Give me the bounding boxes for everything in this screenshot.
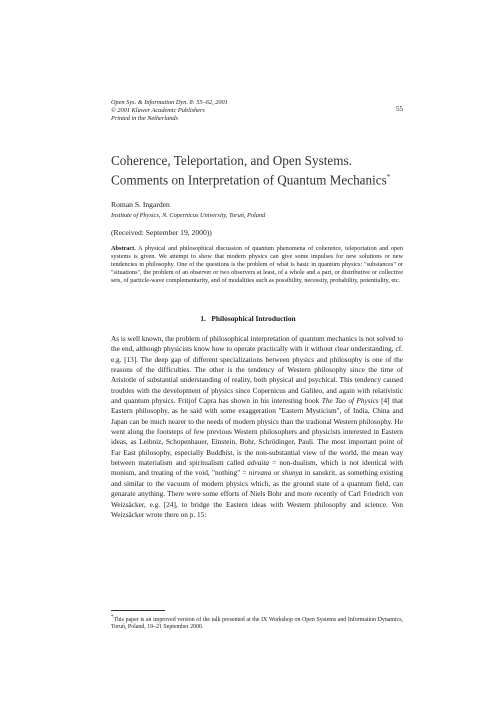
footnote-rule — [111, 610, 165, 611]
footnote — [111, 614, 403, 632]
printed-line: Printed in the Netherlands — [111, 115, 178, 122]
paper-title — [111, 152, 411, 188]
abstract — [111, 245, 403, 285]
abstract-text: A physical and philosophical discussion of quantum phenomena of coherence, teleportation and open systems is given. We attempt to show that modern physics can give some impulses for new solutions or new tendencies in philosophy. One of the questions is the problem of what is basic in quantum physics: "substances" or "situations", the problem of an observer or two observers at least, of a whole and a part, or distributive or collective sets, of particle-wave complementarity, and of modalities such as possibility, necessity, probability, potentiality, etc. — [111, 245, 404, 284]
term-advaita: advaita — [247, 459, 269, 468]
body-text-1: As is well known, the problem of philosophical interpretation of quantum mechanics is not solved to the end, although physicists know how to operate practically with it without clear understanding, cf. e.g. [13]. The deep gap of different specializations between physics and philosophy is one of the reasons of the difficulties. The other is the tendency of Western philosophy since the time of Aristotle of substantial understanding of reality, both physical and psychical. This tendency caused troubles with the development of physics since Copernicus and Galileo, and again with relativistic and quantum physics. Fritjof Capra has shown in his interesting book — [111, 335, 403, 406]
footnote-text: This paper is an improved version of the talk presented at the IX Workshop on Open Systems and Information Dynamics, Toruń, Poland, 19–21 September 2000. — [111, 616, 403, 631]
page-number: 55 — [396, 105, 403, 113]
body-text-4: or — [271, 469, 282, 478]
footnote-marker: * — [111, 615, 114, 620]
title-line-1: Coherence, Teleportation, and Open Systems. — [111, 153, 352, 168]
journal-header — [111, 99, 228, 123]
book-title: The Tao of Physics — [321, 397, 379, 406]
author-name: Roman S. Ingarden — [111, 200, 170, 209]
term-nirvana: nirvana — [248, 469, 272, 478]
author-affiliation: Institute of Physics, N. Copernicus University, Toruń, Poland — [111, 212, 266, 219]
journal-citation: Open Sys. & Information Dyn. 8: 55–62, 2001 — [111, 99, 228, 106]
section-title: Philosophical Introduction — [211, 314, 296, 323]
body-text-3: = non-dualism, which is not identical with monism, and treating of the void, "nothing" = — [111, 459, 404, 478]
body-text-5: in sanskrit, as something existing and similar to the vacuum of modern physics which, as the ground state of a quantum field, can genarate anything. There were some efforts of Niels Bohr and more recently of Carl Friedrich von Weizsäcker, e.g. [24], to bridge the Eastern ideas with Western philosophy and science. Von Weizsäcker wrote there on p. 15: — [111, 469, 403, 519]
received-date: (Received: September 19, 2000)) — [111, 228, 212, 237]
section-heading — [0, 314, 496, 323]
body-text-2: [4] that Eastern philosophy, as he said with some exaggeration "Eastern Mysticism", of India, China and Japan can be much nearer to the needs of modern physics than the tradional Western philosophy. He went along the footsteps of few previous Western philosophers and physicists interested in Eastern ideas, as Leibniz, Schopenhauer, Einstein, Bohr, Schrödinger, Pauli. The most important point of Far East philosophy, especially Buddhist, is the non-substantial view of the world, the mean way between materialism and spiritualism called — [111, 397, 403, 468]
term-shunya: shunya — [281, 469, 303, 478]
title-footnote-marker: * — [386, 173, 391, 181]
section-number: 1. — [200, 314, 206, 323]
copyright-line: © 2001 Kluwer Academic Publishers — [111, 107, 205, 114]
abstract-label: Abstract. — [111, 245, 136, 252]
title-line-2: Comments on Interpretation of Quantum Mechanics* — [111, 172, 391, 188]
body-paragraph — [111, 334, 403, 520]
